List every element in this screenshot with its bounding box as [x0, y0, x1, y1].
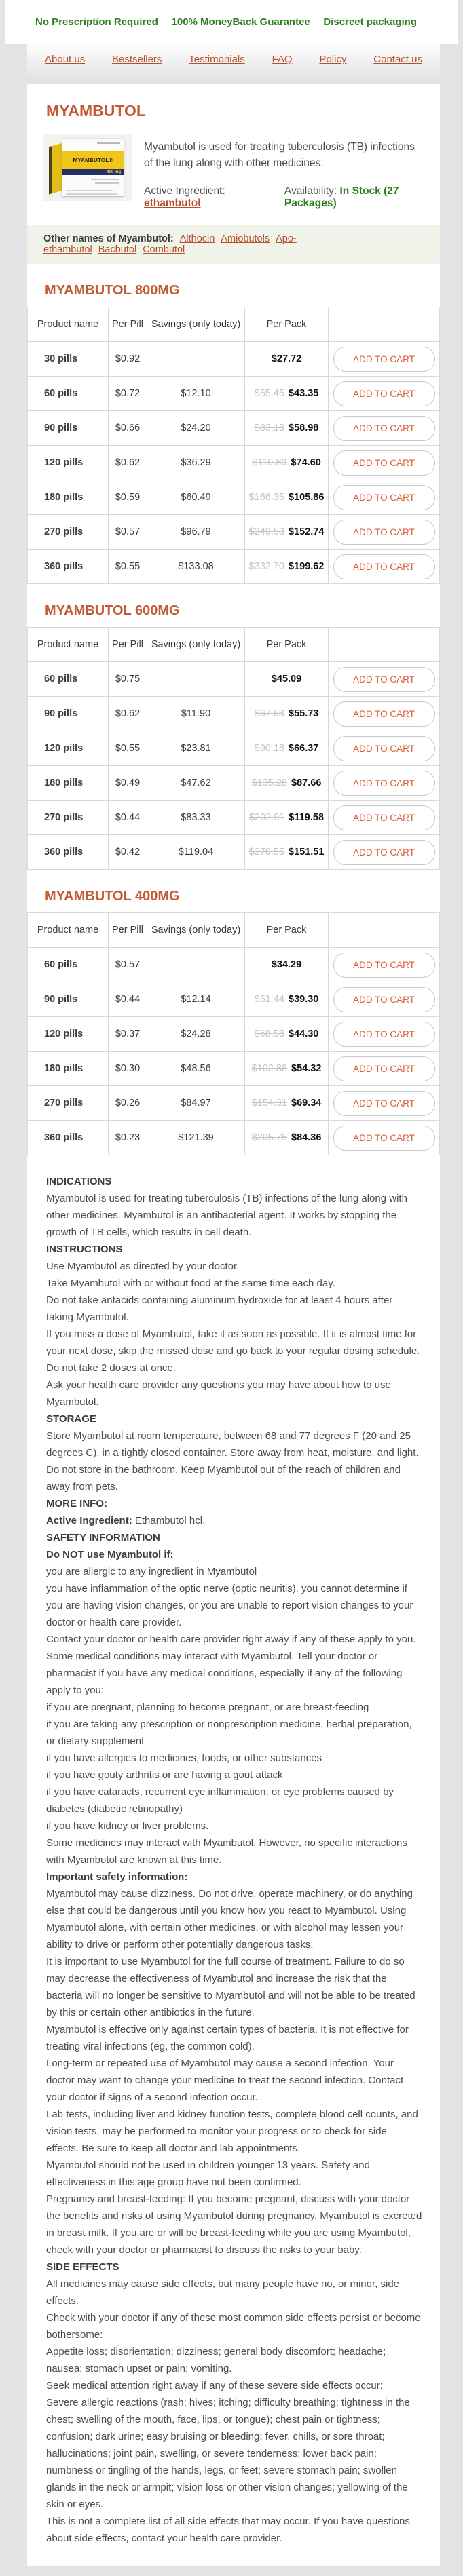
- per-pack-price: [245, 1086, 329, 1121]
- info-paragraph: Use Myambutol as directed by your doctor.: [46, 1261, 240, 1272]
- info-heading: INSTRUCTIONS: [46, 1244, 123, 1255]
- info-paragraph: If you miss a dose of Myambutol, take it as soon as possible. If it is almost time for your next dose, skip the missed dose and go back to your regular dosing schedule. Do not take 2 doses at once.: [46, 1328, 420, 1374]
- price-section: [27, 283, 440, 584]
- savings-value: $11.90: [147, 697, 245, 731]
- per-pack-price: [245, 550, 329, 584]
- current-price: $105.86: [289, 492, 325, 503]
- info-heading: Important safety information:: [46, 1871, 188, 1883]
- active-ingredient: [144, 185, 259, 210]
- other-names-strip: [27, 225, 440, 264]
- old-price: $102.88: [251, 1063, 288, 1074]
- info-paragraph: Some medical conditions may interact with Myambutol. Tell your doctor or pharmacist if you have any medical conditions, especially if any of the following apply to you:: [46, 1651, 403, 1696]
- box-dose-text: 400 mg: [107, 170, 121, 174]
- per-pill-price: $0.23: [109, 1121, 147, 1155]
- old-price: $67.63: [254, 708, 284, 719]
- savings-value: [147, 948, 245, 982]
- add-to-cart-button[interactable]: ADD TO CART: [333, 667, 435, 692]
- current-price: $43.35: [289, 388, 319, 399]
- add-to-cart-button[interactable]: ADD TO CART: [333, 1022, 435, 1047]
- add-to-cart-button[interactable]: ADD TO CART: [333, 771, 435, 796]
- info-paragraph: if you are pregnant, planning to become pregnant, or are breast-feeding: [46, 1702, 369, 1713]
- pack-size: 270 pills: [28, 801, 109, 835]
- pack-size: 60 pills: [28, 948, 109, 982]
- info-paragraph: Myambutol may cause dizziness. Do not drive, operate machinery, or do anything else that could be dangerous until you know how you react to Myambutol. Using Myambutol alone, with certain other medicines, or with alcohol may lessen your ability to drive or perform other potentially dangerous tasks.: [46, 1888, 413, 1950]
- add-to-cart-button[interactable]: ADD TO CART: [333, 840, 435, 865]
- cart-cell: [329, 766, 440, 801]
- other-name-link[interactable]: Althocin: [179, 233, 215, 244]
- section-heading: MYAMBUTOL 600MG: [45, 603, 180, 618]
- savings-value: $24.28: [147, 1017, 245, 1052]
- other-name-link[interactable]: Amiobutols: [221, 233, 270, 244]
- current-price: $74.60: [291, 457, 321, 468]
- per-pack-price: [245, 1052, 329, 1086]
- savings-value: $12.14: [147, 982, 245, 1017]
- per-pack-price: [245, 801, 329, 835]
- column-header: Savings (only today): [147, 307, 245, 342]
- old-price: $205.75: [251, 1132, 288, 1143]
- old-price: $68.58: [254, 1029, 284, 1039]
- availability: [284, 185, 422, 210]
- info-paragraph: you are allergic to any ingredient in Myambutol: [46, 1566, 257, 1577]
- info-paragraph: [46, 1512, 422, 1529]
- cart-cell: [329, 1121, 440, 1155]
- price-row: [28, 662, 440, 697]
- per-pack-price: [245, 697, 329, 731]
- current-price: $151.51: [289, 847, 325, 858]
- info-paragraph: if you have gouty arthritis or are having a gout attack: [46, 1769, 283, 1781]
- price-row: [28, 480, 440, 515]
- pack-size: 60 pills: [28, 377, 109, 411]
- per-pill-price: $0.62: [109, 697, 147, 731]
- savings-value: $12.10: [147, 377, 245, 411]
- column-header: Product name: [28, 307, 109, 342]
- info-paragraph: It is important to use Myambutol for the full course of treatment. Failure to do so may decrease the effectiveness of Myambutol and increase the risk that the bacteria will no longer be sensitive to Myambutol and will not be able to be treated by this or certain other antibiotics in the future.: [46, 1956, 415, 2018]
- old-price: $154.31: [251, 1098, 288, 1109]
- column-header-empty: [329, 913, 440, 948]
- price-row: [28, 377, 440, 411]
- nav-link[interactable]: Contact us: [373, 54, 422, 65]
- cart-cell: [329, 446, 440, 480]
- add-to-cart-button[interactable]: ADD TO CART: [333, 554, 435, 579]
- info-paragraph: Seek medical attention right away if any of these severe side effects occur:: [46, 2380, 383, 2391]
- pack-size: 360 pills: [28, 1121, 109, 1155]
- per-pack-price: [245, 835, 329, 870]
- per-pill-price: $0.44: [109, 801, 147, 835]
- price-row: [28, 766, 440, 801]
- price-row: [28, 835, 440, 870]
- column-header: Product name: [28, 913, 109, 948]
- per-pill-price: $0.62: [109, 446, 147, 480]
- savings-value: [147, 342, 245, 377]
- pack-size: 270 pills: [28, 1086, 109, 1121]
- price-row: [28, 948, 440, 982]
- current-price: $55.73: [289, 708, 319, 719]
- per-pill-price: $0.37: [109, 1017, 147, 1052]
- per-pack-price: [245, 515, 329, 550]
- price-table: [27, 912, 440, 1155]
- price-sections: [27, 283, 440, 1155]
- nav-link[interactable]: Testimonials: [189, 54, 245, 65]
- info-paragraph: Do not take antacids containing aluminum hydroxide for at least 4 hours after taking Myambutol.: [46, 1294, 393, 1323]
- per-pack-price: [245, 948, 329, 982]
- per-pack-price: [245, 1121, 329, 1155]
- main-content: [27, 84, 440, 2566]
- info-paragraph: if you have allergies to medicines, foods, or other substances: [46, 1752, 322, 1764]
- cart-cell: [329, 697, 440, 731]
- pill-box-illustration: [48, 138, 128, 197]
- table-header-row: [28, 628, 440, 662]
- info-paragraph: Check with your doctor if any of these most common side effects persist or become bothersome:: [46, 2312, 421, 2341]
- nav-link[interactable]: Policy: [319, 54, 347, 65]
- product-overview: [43, 134, 422, 210]
- column-header: Per Pack: [245, 307, 329, 342]
- per-pill-price: $0.66: [109, 411, 147, 446]
- pack-size: 30 pills: [28, 342, 109, 377]
- nav-link[interactable]: FAQ: [272, 54, 293, 65]
- feature-text: 100% MoneyBack Guarantee: [171, 16, 310, 28]
- price-row: [28, 731, 440, 766]
- pack-size: 360 pills: [28, 550, 109, 584]
- per-pack-price: [245, 480, 329, 515]
- info-heading: MORE INFO:: [46, 1498, 107, 1510]
- info-heading: STORAGE: [46, 1413, 96, 1425]
- add-to-cart-button[interactable]: ADD TO CART: [333, 701, 435, 727]
- cart-cell: [329, 411, 440, 446]
- pack-size: 360 pills: [28, 835, 109, 870]
- price-row: [28, 550, 440, 584]
- per-pill-price: $0.72: [109, 377, 147, 411]
- current-price: $199.62: [289, 561, 325, 572]
- section-heading: MYAMBUTOL 800MG: [45, 283, 180, 298]
- add-to-cart-button[interactable]: ADD TO CART: [333, 1091, 435, 1116]
- table-header-row: [28, 307, 440, 342]
- box-brand-text: MYAMBUTOL®: [73, 157, 113, 164]
- per-pill-price: $0.57: [109, 515, 147, 550]
- price-section: [27, 889, 440, 1155]
- info-label: Active Ingredient:: [46, 1515, 132, 1526]
- current-price: $27.72: [271, 353, 302, 364]
- current-price: $84.36: [291, 1132, 322, 1143]
- current-price: $44.30: [289, 1029, 319, 1039]
- cart-cell: [329, 377, 440, 411]
- cart-cell: [329, 515, 440, 550]
- add-to-cart-button[interactable]: ADD TO CART: [333, 953, 435, 978]
- info-paragraph: Lab tests, including liver and kidney function tests, complete blood cell counts, and vision tests, may be performed to monitor your progress or to check for side effects. Be sure to keep all doctor and lab appointments.: [46, 2109, 418, 2154]
- current-price: $54.32: [291, 1063, 322, 1074]
- savings-value: $36.29: [147, 446, 245, 480]
- info-paragraph: Store Myambutol at room temperature, between 68 and 77 degrees F (20 and 25 degrees C), in a tightly closed container. Store away from heat, moisture, and light. Do not store in the bathroom. Keep Myambutol out of the reach of children and away from pets.: [46, 1430, 419, 1493]
- per-pill-price: $0.57: [109, 948, 147, 982]
- cart-cell: [329, 731, 440, 766]
- add-to-cart-button[interactable]: ADD TO CART: [333, 416, 435, 441]
- old-price: $83.18: [254, 423, 284, 434]
- cart-cell: [329, 835, 440, 870]
- per-pill-price: $0.49: [109, 766, 147, 801]
- add-to-cart-button[interactable]: ADD TO CART: [333, 520, 435, 545]
- pack-size: 180 pills: [28, 766, 109, 801]
- price-row: [28, 1086, 440, 1121]
- pack-size: 90 pills: [28, 982, 109, 1017]
- cart-cell: [329, 1017, 440, 1052]
- pack-size: 90 pills: [28, 697, 109, 731]
- column-header: Per Pill: [109, 913, 147, 948]
- column-header: Per Pill: [109, 307, 147, 342]
- price-table: [27, 627, 440, 870]
- cart-cell: [329, 662, 440, 697]
- price-row: [28, 1121, 440, 1155]
- savings-value: $119.04: [147, 835, 245, 870]
- per-pill-price: $0.30: [109, 1052, 147, 1086]
- page-title: MYAMBUTOL: [46, 102, 146, 119]
- price-row: [28, 982, 440, 1017]
- per-pill-price: $0.92: [109, 342, 147, 377]
- price-row: [28, 1017, 440, 1052]
- savings-value: $47.62: [147, 766, 245, 801]
- column-header: Per Pack: [245, 628, 329, 662]
- info-paragraph: Myambutol should not be used in children younger 13 years. Safety and effectiveness in this age group have not been confirmed.: [46, 2159, 370, 2188]
- current-price: $58.98: [289, 423, 319, 434]
- old-price: $135.28: [251, 777, 288, 788]
- info-paragraph: Ask your health care provider any questions you may have about how to use Myambutol.: [46, 1379, 391, 1408]
- pack-size: 180 pills: [28, 1052, 109, 1086]
- product-description: Myambutol is used for treating tuberculosis (TB) infections of the lung along with other medicines.: [144, 141, 415, 169]
- pack-size: 120 pills: [28, 731, 109, 766]
- feature-text: Discreet packaging: [323, 16, 417, 28]
- price-row: [28, 446, 440, 480]
- per-pack-price: [245, 982, 329, 1017]
- per-pill-price: $0.55: [109, 550, 147, 584]
- column-header-empty: [329, 307, 440, 342]
- per-pack-price: [245, 731, 329, 766]
- price-row: [28, 411, 440, 446]
- current-price: $87.66: [291, 777, 322, 788]
- info-paragraph: Severe allergic reactions (rash; hives; itching; difficulty breathing; tightness in the chest; swelling of the mouth, face, lips, or tongue); chest pain or tightness; confusion; dark urine; easy bruising or bleeding; fever, chills, or sore throat; hallucinations; joint pain, swelling, or severe tenderness; lower back pain; numbness or tingling of the hands, legs, or feet; severe stomach pain; swollen glands in the neck or armpit; vision loss or other vision changes; yellowing of the skin or eyes.: [46, 2397, 410, 2510]
- info-paragraph: Long-term or repeated use of Myambutol may cause a second infection. Your doctor may want to change your medicine to treat the second infection. Contact your doctor if signs of a second infection occur.: [46, 2058, 404, 2103]
- info-paragraph: Contact your doctor or health care provider right away if any of these apply to you.: [46, 1634, 416, 1645]
- add-to-cart-button[interactable]: ADD TO CART: [333, 347, 435, 372]
- info-paragraph: Myambutol is effective only against certain types of bacteria. It is not effective for treating viral infections (eg, the common cold).: [46, 2024, 409, 2052]
- per-pack-price: [245, 662, 329, 697]
- price-row: [28, 1052, 440, 1086]
- drug-info: [46, 1173, 422, 2547]
- per-pack-price: [245, 411, 329, 446]
- pack-size: 90 pills: [28, 411, 109, 446]
- other-name-link[interactable]: Apo-ethambutol: [43, 233, 297, 255]
- savings-value: [147, 662, 245, 697]
- column-header: Savings (only today): [147, 628, 245, 662]
- old-price: $249.53: [248, 526, 284, 537]
- info-paragraph: Pregnancy and breast-feeding: If you become pregnant, discuss with your doctor the benefits and risks of using Myambutol during pregnancy. Myambutol is excreted in breast milk. If you are or will be breast-feeding while you are using Myambutol, check with your doctor or pharmacist to discuss the risks to your baby.: [46, 2193, 422, 2256]
- info-paragraph: Appetite loss; disorientation; dizziness; general body discomfort; headache; nausea; stomach upset or pain; vomiting.: [46, 2346, 386, 2375]
- savings-value: $133.08: [147, 550, 245, 584]
- info-paragraph: if you have kidney or liver problems.: [46, 1820, 209, 1832]
- old-price: $90.18: [254, 743, 284, 754]
- per-pill-price: $0.55: [109, 731, 147, 766]
- per-pack-price: [245, 377, 329, 411]
- cart-cell: [329, 982, 440, 1017]
- savings-value: $121.39: [147, 1121, 245, 1155]
- add-to-cart-button[interactable]: ADD TO CART: [333, 1056, 435, 1081]
- pack-size: 270 pills: [28, 515, 109, 550]
- savings-value: $23.81: [147, 731, 245, 766]
- info-heading: Do NOT use Myambutol if:: [46, 1549, 174, 1560]
- pack-size: 120 pills: [28, 1017, 109, 1052]
- savings-value: $83.33: [147, 801, 245, 835]
- current-price: $66.37: [289, 743, 319, 754]
- price-row: [28, 515, 440, 550]
- old-price: $166.35: [248, 492, 284, 503]
- info-paragraph: All medicines may cause side effects, but many people have no, or minor, side effects.: [46, 2278, 399, 2307]
- old-price: $202.91: [248, 812, 285, 823]
- active-ingredient-link[interactable]: ethambutol: [144, 197, 201, 209]
- add-to-cart-button[interactable]: ADD TO CART: [333, 736, 435, 761]
- column-header: Per Pack: [245, 913, 329, 948]
- current-price: $152.74: [289, 526, 325, 537]
- info-heading: SAFETY INFORMATION: [46, 1532, 160, 1543]
- price-row: [28, 697, 440, 731]
- cart-cell: [329, 801, 440, 835]
- per-pill-price: $0.44: [109, 982, 147, 1017]
- per-pack-price: [245, 446, 329, 480]
- nav-link[interactable]: Bestsellers: [112, 54, 162, 65]
- info-paragraph: Myambutol is used for treating tuberculosis (TB) infections of the lung along with other medicines. Myambutol is an antibacterial agent. It works by stopping the growth of TB cells, which results in cell death.: [46, 1193, 407, 1238]
- current-price: $39.30: [289, 994, 319, 1005]
- add-to-cart-button[interactable]: ADD TO CART: [333, 450, 435, 476]
- per-pack-price: [245, 342, 329, 377]
- pack-size: 120 pills: [28, 446, 109, 480]
- cart-cell: [329, 1052, 440, 1086]
- active-ingredient-label: Active Ingredient:: [144, 185, 225, 197]
- availability-label: Availability:: [284, 185, 337, 197]
- info-heading: INDICATIONS: [46, 1176, 112, 1187]
- price-row: [28, 801, 440, 835]
- info-heading: SIDE EFFECTS: [46, 2261, 119, 2273]
- section-heading: MYAMBUTOL 400MG: [45, 889, 180, 904]
- per-pill-price: $0.42: [109, 835, 147, 870]
- savings-value: $60.49: [147, 480, 245, 515]
- per-pill-price: $0.26: [109, 1086, 147, 1121]
- per-pill-price: $0.59: [109, 480, 147, 515]
- old-price: $51.44: [254, 994, 284, 1005]
- info-paragraph: you have inflammation of the optic nerve (optic neuritis), you cannot determine if you are having vision changes, or you are unable to report vision changes to your doctor or health care provider.: [46, 1583, 413, 1628]
- features-bar: [5, 0, 458, 44]
- availability-value: In Stock (27 Packages): [284, 185, 399, 209]
- info-paragraph: if you have cataracts, recurrent eye inflammation, or eye problems caused by diabetes (diabetic retinopathy): [46, 1786, 394, 1815]
- info-label-text: Ethambutol hcl.: [132, 1515, 206, 1526]
- per-pill-price: $0.75: [109, 662, 147, 697]
- cart-cell: [329, 550, 440, 584]
- other-name-link[interactable]: Bacbutol: [98, 244, 137, 255]
- price-row: [28, 342, 440, 377]
- current-price: $34.29: [271, 959, 302, 970]
- current-price: $119.58: [289, 812, 325, 823]
- old-price: $110.89: [252, 457, 287, 468]
- savings-value: $24.20: [147, 411, 245, 446]
- price-section: [27, 603, 440, 870]
- nav-bar: [27, 44, 440, 75]
- old-price: $55.45: [254, 388, 284, 399]
- info-paragraph: Some medicines may interact with Myambutol. However, no specific interactions with Myambutol are known at this time.: [46, 1837, 407, 1866]
- cart-cell: [329, 948, 440, 982]
- column-header: Per Pill: [109, 628, 147, 662]
- old-price: $332.70: [248, 561, 284, 572]
- column-header: Savings (only today): [147, 913, 245, 948]
- other-names-label: Other names of Myambutol:: [43, 233, 174, 244]
- feature-text: No Prescription Required: [35, 16, 158, 28]
- add-to-cart-button[interactable]: ADD TO CART: [333, 485, 435, 510]
- column-header-empty: [329, 628, 440, 662]
- price-table: [27, 307, 440, 584]
- add-to-cart-button[interactable]: ADD TO CART: [333, 987, 435, 1012]
- current-price: $45.09: [271, 674, 302, 685]
- per-pack-price: [245, 1017, 329, 1052]
- add-to-cart-button[interactable]: ADD TO CART: [333, 805, 435, 830]
- pack-size: 60 pills: [28, 662, 109, 697]
- nav-link[interactable]: About us: [45, 54, 86, 65]
- add-to-cart-button[interactable]: ADD TO CART: [333, 381, 435, 406]
- savings-value: $48.56: [147, 1052, 245, 1086]
- cart-cell: [329, 480, 440, 515]
- savings-value: $96.79: [147, 515, 245, 550]
- other-name-link[interactable]: Combutol: [143, 244, 185, 255]
- info-paragraph: Take Myambutol with or without food at the same time each day.: [46, 1277, 335, 1289]
- old-price: $270.55: [248, 847, 284, 858]
- current-price: $69.34: [291, 1098, 322, 1109]
- column-header: Product name: [28, 628, 109, 662]
- add-to-cart-button[interactable]: ADD TO CART: [333, 1126, 435, 1151]
- product-image: [43, 134, 132, 201]
- pack-size: 180 pills: [28, 480, 109, 515]
- cart-cell: [329, 342, 440, 377]
- info-paragraph: if you are taking any prescription or nonprescription medicine, herbal preparation, or dietary supplement: [46, 1718, 412, 1747]
- per-pack-price: [245, 766, 329, 801]
- cart-cell: [329, 1086, 440, 1121]
- info-paragraph: This is not a complete list of all side effects that may occur. If you have questions about side effects, contact your health care provider.: [46, 2516, 410, 2544]
- table-header-row: [28, 913, 440, 948]
- savings-value: $84.97: [147, 1086, 245, 1121]
